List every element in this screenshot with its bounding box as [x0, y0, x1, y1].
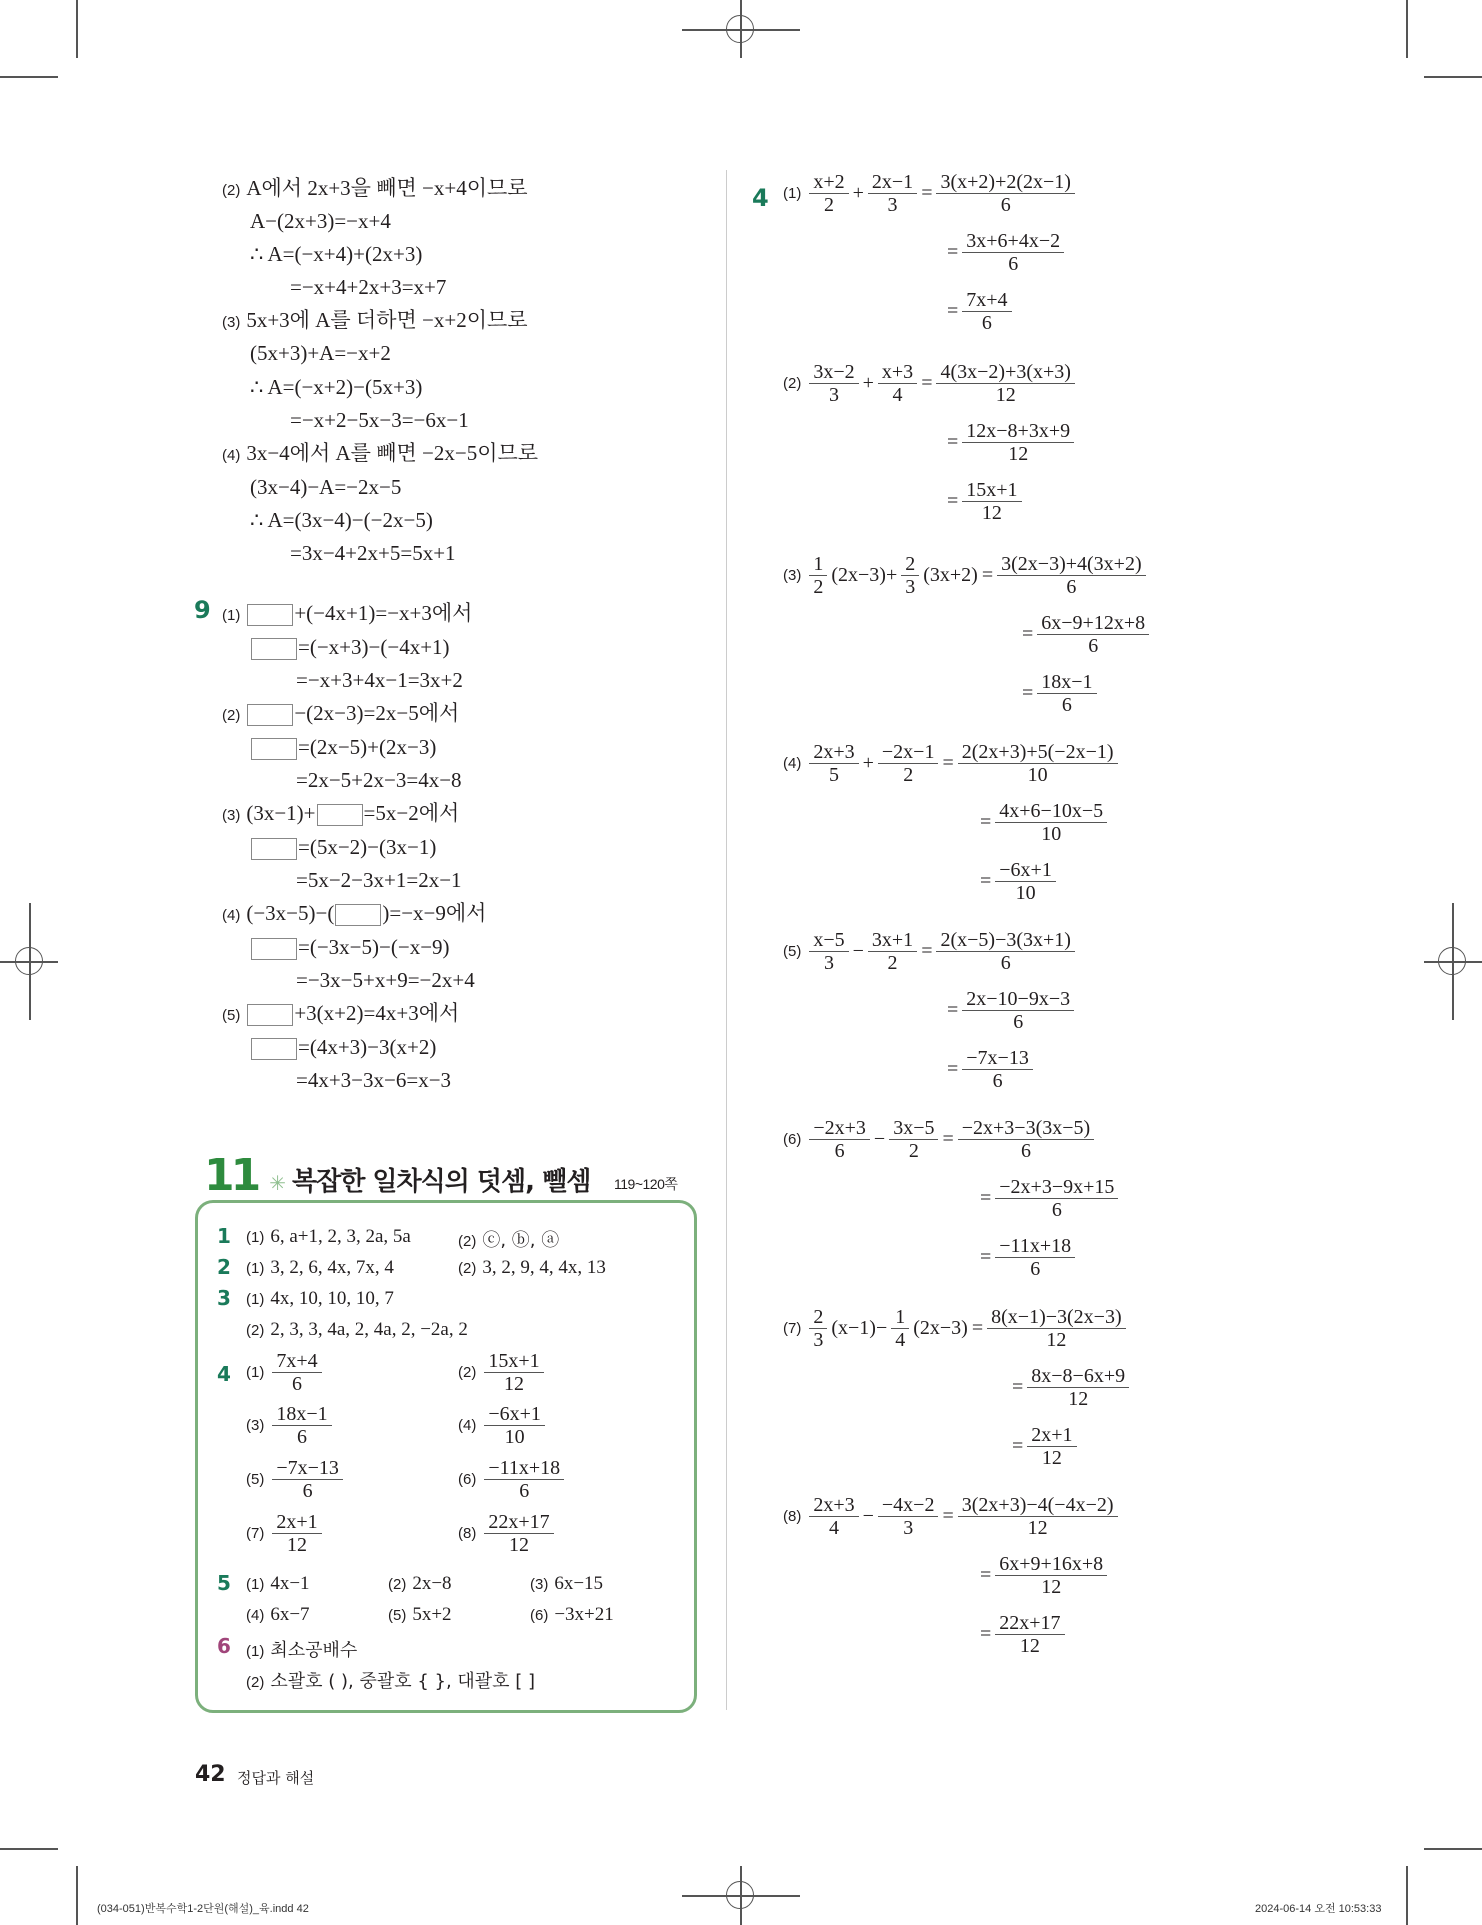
solution-line: =−x+2−5x−3=−6x−1: [290, 408, 469, 432]
equation-row: (6) $\frac{-2x+3}{6}$ − $\frac{3x-5}{2}$ = $\frac{-2x+3-3(3x-5)}{6}$: [783, 1117, 1096, 1162]
equation-step: = $\frac{-7x-13}{6}$: [945, 1047, 1035, 1092]
solution-line: ∴ A=(−x+4)+(2x+3): [250, 242, 423, 266]
fraction: $\frac{2(2x+3)+5(-2x-1)}{10}$: [958, 741, 1118, 786]
column-divider: [726, 170, 727, 1710]
answer-blank-box: [251, 838, 297, 860]
answer-fraction: (6) $\frac{-11x+18}{6}$: [458, 1457, 566, 1502]
solution-line: ∴ A=(−x+2)−(5x+3): [250, 375, 423, 399]
solution-line: =2x−5+2x−3=4x−8: [296, 768, 462, 792]
fraction: $\frac{2x+3}{5}$: [809, 741, 858, 786]
fraction: $\frac{1}{2}$: [809, 553, 827, 598]
answer-line: (5) 5x+2: [388, 1604, 452, 1625]
section-title: [204, 1150, 590, 1201]
answer-fraction: (2) $\frac{15x+1}{12}$: [458, 1350, 546, 1395]
fraction: $\frac{3x-5}{2}$: [889, 1117, 938, 1162]
equation-step: = $\frac{-6x+1}{10}$: [978, 859, 1058, 904]
equation-step: = $\frac{22x+17}{12}$: [978, 1612, 1067, 1657]
answer-fraction: (7) $\frac{2x+1}{12}$: [246, 1511, 324, 1556]
star-icon: ✳: [269, 1171, 286, 1195]
registration-circle-icon: [726, 1881, 754, 1909]
slug-timestamp: 2024-06-14 오전 10:53:33: [1255, 1903, 1382, 1915]
fraction: $\frac{x+3}{4}$: [878, 361, 917, 406]
solution-line: =(−3x−5)−(−x−9): [250, 930, 450, 964]
answer-number: 1: [217, 1224, 231, 1248]
answer-line: (6) −3x+21: [530, 1604, 614, 1625]
equation-row: (2) $\frac{3x-2}{3}$ + $\frac{x+3}{4}$ = $\frac{4(3x-2)+3(x+3)}{12}$: [783, 361, 1077, 406]
fraction: $\frac{3x+6+4x-2}{6}$: [962, 230, 1064, 275]
fraction: $\frac{3(x+2)+2(2x-1)}{6}$: [936, 171, 1074, 216]
answer-line: (2) 3, 2, 9, 4, 4x, 13: [458, 1257, 606, 1278]
solution-line: =(2x−5)+(2x−3): [250, 730, 436, 764]
fraction: $\frac{-4x-2}{3}$: [878, 1494, 939, 1539]
solution-line: =4x+3−3x−6=x−3: [296, 1068, 452, 1092]
fraction: $\frac{-2x+3-9x+15}{6}$: [995, 1176, 1118, 1221]
answer-blank-box: [251, 638, 297, 660]
answer-fraction: (8) $\frac{22x+17}{12}$: [458, 1511, 556, 1556]
fraction: $\frac{1}{4}$: [891, 1306, 909, 1351]
fraction: $\frac{8x-8-6x+9}{12}$: [1027, 1365, 1129, 1410]
fraction: $\frac{18x-1}{6}$: [1037, 671, 1096, 716]
answer-fraction: (4) $\frac{-6x+1}{10}$: [458, 1403, 547, 1448]
fraction: $\frac{-7x-13}{6}$: [962, 1047, 1033, 1092]
answer-fraction: (5) $\frac{-7x-13}{6}$: [246, 1457, 345, 1502]
answer-blank-box: [247, 704, 293, 726]
answer-line: (1) 6, a+1, 2, 3, 2a, 5a: [246, 1226, 411, 1247]
solution-line: (4) 3x−4에서 A를 빼면 −2x−5이므로: [222, 441, 539, 465]
fraction: $\frac{3(2x+3)-4(-4x-2)}{12}$: [958, 1494, 1118, 1539]
fraction: $\frac{-2x+3-3(3x-5)}{6}$: [958, 1117, 1094, 1162]
crop-mark: [1424, 76, 1482, 78]
crop-mark: [1424, 1848, 1482, 1850]
answer-fraction: (3) $\frac{18x-1}{6}$: [246, 1403, 334, 1448]
crop-mark: [1406, 1866, 1408, 1925]
fraction: $\frac{2x-1}{3}$: [868, 171, 917, 216]
fraction: $\frac{8(x-1)-3(2x-3)}{12}$: [987, 1306, 1125, 1351]
fraction: $\frac{4(3x-2)+3(x+3)}{12}$: [936, 361, 1074, 406]
equation-row: (3) $\frac{1}{2}$ (2x−3)+ $\frac{2}{3}$ (3x+2) = $\frac{3(2x-3)+4(3x+2)}{6}$: [783, 553, 1148, 598]
equation-row: (4) $\frac{2x+3}{5}$ + $\frac{-2x-1}{2}$ = $\frac{2(2x+3)+5(-2x-1)}{10}$: [783, 741, 1120, 786]
answer-blank-box: [251, 1038, 297, 1060]
equation-step: = $\frac{3x+6+4x-2}{6}$: [945, 230, 1066, 275]
equation-step: = $\frac{8x-8-6x+9}{12}$: [1010, 1365, 1131, 1410]
answer-blank-box: [247, 1004, 293, 1026]
fraction: $\frac{2(x-5)-3(3x+1)}{6}$: [936, 929, 1074, 974]
equation-row: (1) $\frac{x+2}{2}$ + $\frac{2x-1}{3}$ = $\frac{3(x+2)+2(2x-1)}{6}$: [783, 171, 1077, 216]
registration-circle-icon: [15, 947, 43, 975]
solution-line: =(5x−2)−(3x−1): [250, 830, 436, 864]
fraction: $\frac{2}{3}$: [809, 1306, 827, 1351]
answer-number: 3: [217, 1286, 231, 1310]
solution-line: (3) 5x+3에 A를 더하면 −x+2이므로: [222, 308, 528, 332]
fraction: $\frac{-11x+18}{6}$: [995, 1235, 1075, 1280]
equation-step: = $\frac{6x-9+12x+8}{6}$: [1020, 612, 1151, 657]
fraction: $\frac{2x-10-9x-3}{6}$: [962, 988, 1074, 1033]
answer-fraction: (1) $\frac{7x+4}{6}$: [246, 1350, 324, 1395]
equation-step: = $\frac{4x+6-10x-5}{10}$: [978, 800, 1109, 845]
registration-circle-icon: [1438, 947, 1466, 975]
solution-line: =(−x+3)−(−4x+1): [250, 630, 450, 664]
answer-line: (1) 4x−1: [246, 1573, 310, 1594]
answer-number: 5: [217, 1571, 231, 1595]
answer-line: (4) 6x−7: [246, 1604, 310, 1625]
answer-blank-box: [251, 938, 297, 960]
answer-number: 2: [217, 1255, 231, 1279]
answer-line: (2) 소괄호 ( ), 중괄호 { }, 대괄호 [ ]: [246, 1671, 536, 1692]
equation-step: = $\frac{12x-8+3x+9}{12}$: [945, 420, 1076, 465]
crop-mark: [0, 76, 58, 78]
crop-mark: [76, 0, 78, 58]
question-number: 4: [752, 184, 769, 212]
answer-line: (2) 2x−8: [388, 1573, 452, 1594]
fraction: $\frac{6x+9+16x+8}{12}$: [995, 1553, 1107, 1598]
fraction: $\frac{3x+1}{2}$: [868, 929, 917, 974]
equation-row: (8) $\frac{2x+3}{4}$ − $\frac{-4x-2}{3}$ = $\frac{3(2x+3)-4(-4x-2)}{12}$: [783, 1494, 1120, 1539]
fraction: $\frac{4x+6-10x-5}{10}$: [995, 800, 1107, 845]
fraction: $\frac{22x+17}{12}$: [995, 1612, 1064, 1657]
answer-line: (3) 6x−15: [530, 1573, 604, 1594]
answer-line: (1) 3, 2, 6, 4x, 7x, 4: [246, 1257, 394, 1278]
fraction: $\frac{-2x-1}{2}$: [878, 741, 939, 786]
answer-blank-box: [317, 804, 363, 826]
answer-line: (1) 최소공배수: [246, 1640, 358, 1661]
solution-line: (1) +(−4x+1)=−x+3에서: [222, 601, 473, 625]
solution-line: =−x+4+2x+3=x+7: [290, 275, 447, 299]
equation-step: = $\frac{15x+1}{12}$: [945, 479, 1024, 524]
solution-line: =5x−2−3x+1=2x−1: [296, 868, 462, 892]
fraction: $\frac{3(2x-3)+4(3x+2)}{6}$: [997, 553, 1145, 598]
solution-line: (5x+3)+A=−x+2: [250, 341, 391, 365]
section-number: 11: [204, 1150, 258, 1201]
fraction: $\frac{6x-9+12x+8}{6}$: [1037, 612, 1149, 657]
fraction: $\frac{2}{3}$: [901, 553, 919, 598]
section-title-text: 복잡한 일차식의 덧셈, 뺄셈: [292, 1167, 591, 1197]
section-page-range: 119~120쪽: [614, 1176, 678, 1192]
equation-step: = $\frac{7x+4}{6}$: [945, 289, 1014, 334]
solution-line: =−x+3+4x−1=3x+2: [296, 668, 463, 692]
fraction: $\frac{15x+1}{12}$: [962, 479, 1021, 524]
fraction: $\frac{-6x+1}{10}$: [995, 859, 1056, 904]
fraction: $\frac{x+2}{2}$: [809, 171, 848, 216]
answer-line: (2) ⓒ, ⓑ, ⓐ: [458, 1230, 560, 1251]
equation-step: = $\frac{-2x+3-9x+15}{6}$: [978, 1176, 1120, 1221]
solution-line: ∴ A=(3x−4)−(−2x−5): [250, 508, 433, 532]
equation-step: = $\frac{18x-1}{6}$: [1020, 671, 1099, 716]
solution-line: (2) A에서 2x+3을 빼면 −x+4이므로: [222, 176, 528, 200]
question-number: 9: [194, 596, 211, 624]
solution-line: (3) (3x−1)+ =5x−2에서: [222, 801, 460, 825]
crop-mark: [76, 1866, 78, 1925]
solution-line: =−3x−5+x+9=−2x+4: [296, 968, 475, 992]
answer-number: 4: [217, 1362, 231, 1386]
fraction: $\frac{7x+4}{6}$: [962, 289, 1011, 334]
fraction: $\frac{3x-2}{3}$: [809, 361, 858, 406]
answer-line: (1) 4x, 10, 10, 10, 7: [246, 1288, 394, 1309]
equation-row: (5) $\frac{x-5}{3}$ − $\frac{3x+1}{2}$ = $\frac{2(x-5)-3(3x+1)}{6}$: [783, 929, 1077, 974]
equation-step: = $\frac{-11x+18}{6}$: [978, 1235, 1077, 1280]
answer-blank-box: [247, 604, 293, 626]
crop-mark: [0, 1848, 58, 1850]
page-number: 42: [195, 1762, 226, 1787]
answer-number: 6: [217, 1634, 231, 1658]
equation-step: = $\frac{2x+1}{12}$: [1010, 1424, 1079, 1469]
registration-circle-icon: [726, 15, 754, 43]
fraction: $\frac{-2x+3}{6}$: [809, 1117, 870, 1162]
fraction: $\frac{2x+1}{12}$: [1027, 1424, 1076, 1469]
footer-label: 정답과 해설: [237, 1769, 315, 1787]
fraction: $\frac{2x+3}{4}$: [809, 1494, 858, 1539]
solution-line: A−(2x+3)=−x+4: [250, 209, 391, 233]
answer-blank-box: [251, 738, 297, 760]
equation-step: = $\frac{6x+9+16x+8}{12}$: [978, 1553, 1109, 1598]
solution-line: =(4x+3)−3(x+2): [250, 1030, 436, 1064]
answer-blank-box: [335, 904, 381, 926]
fraction: $\frac{x-5}{3}$: [809, 929, 848, 974]
equation-row: (7) $\frac{2}{3}$ (x−1)− $\frac{1}{4}$ (2x−3) = $\frac{8(x-1)-3(2x-3)}{12}$: [783, 1306, 1128, 1351]
crop-mark: [1406, 0, 1408, 58]
equation-step: = $\frac{2x-10-9x-3}{6}$: [945, 988, 1076, 1033]
fraction: $\frac{12x-8+3x+9}{12}$: [962, 420, 1074, 465]
solution-line: (4) (−3x−5)−( )=−x−9에서: [222, 901, 487, 925]
solution-line: (2) −(2x−3)=2x−5에서: [222, 701, 460, 725]
solution-line: =3x−4+2x+5=5x+1: [290, 541, 456, 565]
solution-line: (3x−4)−A=−2x−5: [250, 475, 402, 499]
solution-line: (5) +3(x+2)=4x+3에서: [222, 1001, 460, 1025]
answer-line: (2) 2, 3, 3, 4a, 2, 4a, 2, −2a, 2: [246, 1319, 468, 1340]
slug-filename: (034-051)반복수학1-2단원(해설)_육.indd 42: [97, 1903, 309, 1915]
